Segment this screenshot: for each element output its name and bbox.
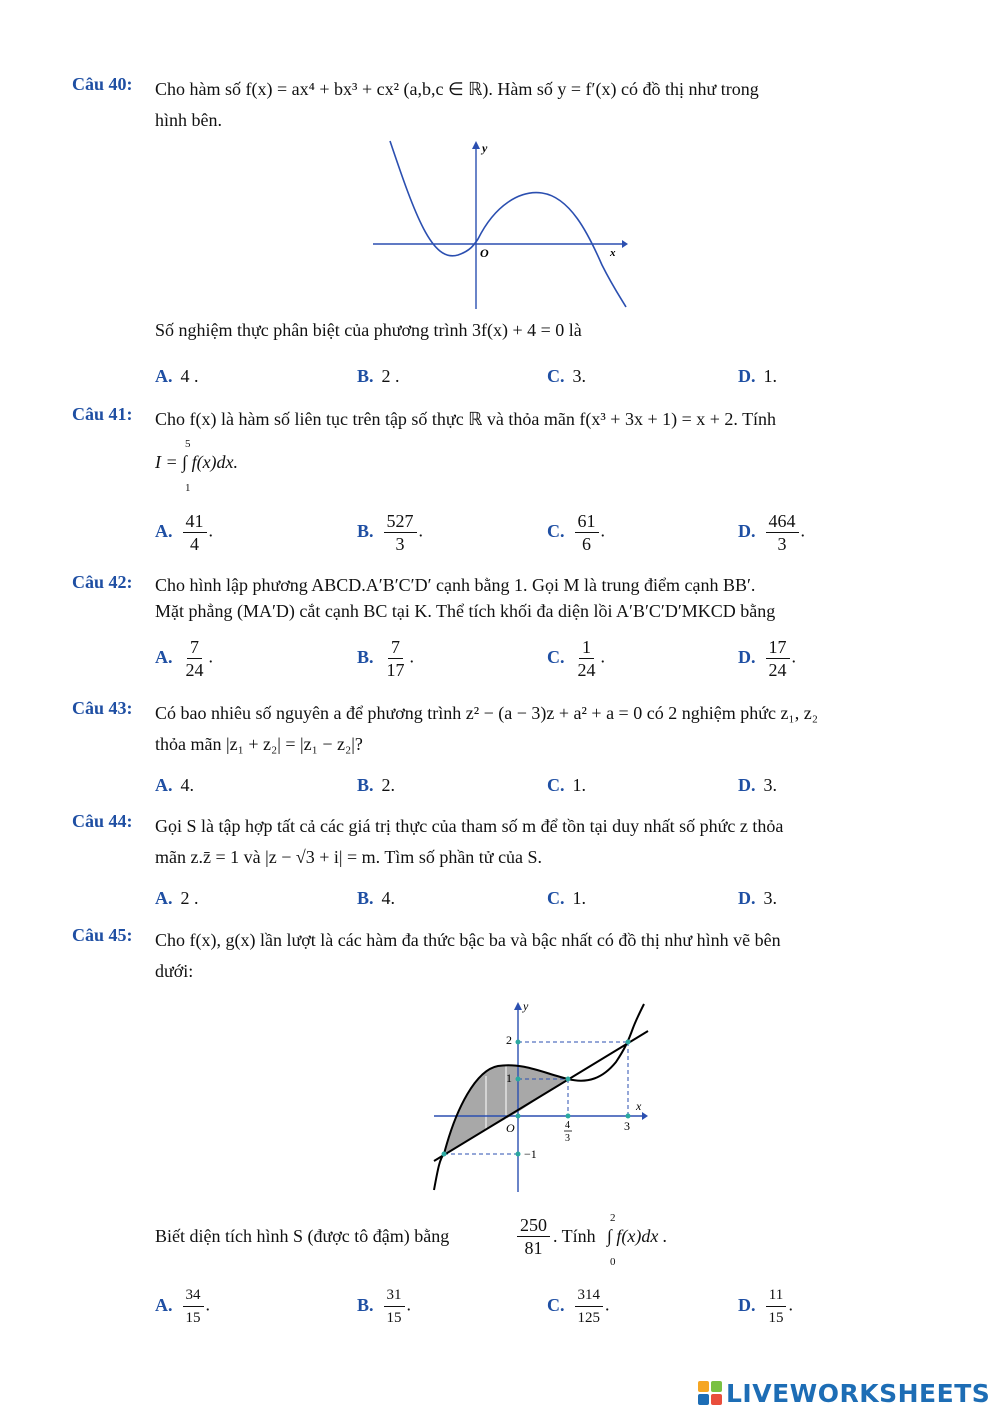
point (516, 1152, 521, 1157)
origin-label: O (506, 1121, 515, 1135)
answer-text: 1. (572, 888, 586, 908)
numerator: 250 (517, 1214, 550, 1237)
integral-expression: I = ∫ f(x)dx. (155, 452, 239, 472)
question-line: dưới: (155, 961, 194, 981)
answer-tail: . (406, 1294, 412, 1315)
answer-text: 4. (381, 888, 396, 908)
answer-letter: B. (357, 775, 374, 795)
answer-b[interactable] (357, 775, 395, 796)
denominator: 15 (185, 1310, 201, 1326)
numerator: 1 (579, 636, 594, 659)
question-line: Cho hàm số f(x) = ax⁴ + bx³ + cx² (a,b,c ∈ ℝ). Hàm số y = f′(x) có đồ thị như trong (155, 79, 759, 99)
integral-expression: ∫ f(x)dx . (607, 1226, 668, 1246)
denominator: 81 (524, 1238, 543, 1258)
question-label: Câu 40: (72, 74, 133, 94)
answer-letter: B. (357, 888, 374, 908)
answer-b[interactable] (357, 366, 400, 387)
area-fraction (517, 1214, 550, 1259)
answer-d[interactable] (738, 1284, 793, 1329)
answer-c[interactable] (547, 1284, 610, 1329)
answer-letter: D. (738, 646, 756, 667)
answer-d[interactable] (738, 366, 777, 387)
answer-letter: C. (547, 646, 565, 667)
answer-b[interactable] (357, 1284, 411, 1329)
answer-tail: . (208, 646, 213, 667)
answer-text: 3. (572, 366, 586, 386)
answer-tail: . (409, 646, 415, 667)
question-prompt-post: . Tính (553, 1226, 596, 1246)
fraction (384, 510, 417, 555)
numerator: 11 (766, 1284, 786, 1307)
liveworksheets-logo[interactable] (698, 1378, 990, 1408)
answer-b[interactable] (357, 636, 414, 681)
integral-upper: 2 (610, 1212, 616, 1224)
question-text (155, 698, 930, 760)
answer-letter: C. (547, 520, 565, 541)
question-prompt: Số nghiệm thực phân biệt của phương trình 3f(x) + 4 = 0 là (155, 320, 582, 340)
answer-a[interactable] (155, 636, 213, 681)
integral-upper: 5 (185, 438, 191, 450)
answer-letter: C. (547, 366, 565, 386)
point (516, 1077, 521, 1082)
answer-text: 2 . (180, 888, 199, 908)
answer-text: 3. (763, 775, 777, 795)
answer-c[interactable] (547, 888, 586, 909)
tick-label-3: 3 (624, 1119, 630, 1133)
function-graph (428, 998, 658, 1193)
question-line: hình bên. (155, 110, 222, 130)
numerator: 61 (575, 510, 599, 533)
answer-d[interactable] (738, 888, 777, 909)
answer-letter: D. (738, 775, 756, 795)
question-45-prompt (155, 1212, 755, 1272)
question-label: Câu 41: (72, 404, 133, 424)
tick-label-2: 2 (506, 1033, 512, 1047)
question-line: Cho f(x), g(x) lần lượt là các hàm đa thức bậc ba và bậc nhất có đồ thị như hình vẽ bên (155, 930, 781, 950)
answer-tail: . (205, 1294, 210, 1315)
point (566, 1114, 571, 1119)
denominator: 24 (768, 660, 787, 680)
question-label: Câu 45: (72, 925, 133, 945)
fraction (384, 636, 408, 681)
integral-41 (155, 438, 295, 498)
fraction (183, 510, 207, 555)
derivative-graph (370, 135, 630, 313)
denominator: 17 (386, 660, 405, 680)
fraction (183, 1284, 204, 1329)
fraction (766, 510, 799, 555)
question-label: Câu 42: (72, 572, 133, 592)
answer-letter: D. (738, 888, 756, 908)
fraction (766, 636, 790, 681)
derivative-curve (390, 141, 626, 307)
point (626, 1040, 631, 1045)
answer-tail: . (800, 520, 805, 541)
integral-lower: 0 (610, 1256, 616, 1268)
point (516, 1040, 521, 1045)
answer-letter: B. (357, 646, 374, 667)
answer-letter: B. (357, 520, 374, 541)
answer-tail: . (208, 520, 213, 541)
answer-tail: . (605, 1294, 610, 1315)
fraction (183, 636, 207, 681)
denominator: 4 (190, 534, 199, 554)
point (626, 1114, 631, 1119)
answer-letter: A. (155, 520, 173, 541)
answer-b[interactable] (357, 888, 395, 909)
logo-square (711, 1394, 722, 1405)
answer-tail: . (418, 520, 424, 541)
answer-tail: . (788, 1294, 793, 1315)
answer-text: 2 . (381, 366, 400, 386)
logo-square (698, 1394, 709, 1405)
question-text (155, 572, 930, 624)
denominator: 15 (768, 1310, 784, 1326)
denominator: 15 (386, 1310, 402, 1326)
answer-letter: D. (738, 1294, 756, 1315)
logo-square (698, 1381, 709, 1392)
x-axis-label: x (636, 1099, 642, 1113)
fraction (575, 510, 599, 555)
answer-c[interactable] (547, 366, 586, 387)
x-arrow (622, 240, 628, 248)
numerator: 41 (183, 510, 207, 533)
question-line: mãn z.z̄ = 1 và |z − √3 + i| = m. Tìm số phần tử của S. (155, 847, 543, 867)
answer-letter: C. (547, 775, 565, 795)
point (566, 1077, 571, 1082)
question-line: thỏa mãn |z₁ + z₂| = |z₁ − z₂|? (155, 734, 363, 754)
fraction (384, 1284, 405, 1329)
answer-letter: A. (155, 366, 173, 386)
answer-a[interactable] (155, 510, 213, 555)
y-arrow (472, 141, 480, 149)
question-line: Cho f(x) là hàm số liên tục trên tập số thực ℝ và thỏa mãn f(x³ + 3x + 1) = x + 2. Tính (155, 409, 777, 429)
answer-letter: A. (155, 646, 173, 667)
question-prompt-pre: Biết diện tích hình S (được tô đậm) bằng (155, 1226, 450, 1246)
answer-a[interactable] (155, 888, 199, 909)
answer-text: 3. (763, 888, 777, 908)
answer-letter: D. (738, 520, 756, 541)
numerator: 314 (575, 1284, 604, 1307)
numerator: 7 (187, 636, 202, 659)
denominator: 3 (395, 534, 405, 554)
answer-text: 1. (572, 775, 586, 795)
answer-letter: A. (155, 888, 173, 908)
logo-text: LIVEWORKSHEETS (726, 1378, 991, 1408)
answer-letter: A. (155, 775, 173, 795)
y-axis-label: y (482, 141, 488, 155)
question-text (155, 925, 930, 987)
answer-d[interactable] (738, 775, 777, 796)
tick-label-minus-1: −1 (524, 1147, 537, 1161)
answer-letter: C. (547, 888, 565, 908)
denominator: 24 (577, 660, 596, 680)
integral-lower: 1 (185, 482, 191, 494)
y-axis-label: y (523, 999, 529, 1013)
tick-label-4-3-num: 4 (565, 1120, 570, 1131)
x-arrow (642, 1112, 648, 1120)
answer-text: 2. (381, 775, 396, 795)
answer-a[interactable] (155, 1284, 210, 1329)
numerator: 7 (388, 636, 403, 659)
denominator: 6 (582, 534, 591, 554)
question-line: Cho hình lập phương ABCD.A′B′C′D′ cạnh bằng 1. Gọi M là trung điểm cạnh BB′. (155, 575, 756, 595)
answer-a[interactable] (155, 366, 199, 387)
question-line: Mặt phẳng (MA′D) cắt cạnh BC tại K. Thể tích khối đa diện lồi A′B′C′D′MKCD bằng (155, 601, 776, 621)
question-text (155, 74, 930, 136)
numerator: 17 (766, 636, 790, 659)
question-text (155, 811, 930, 873)
answer-letter: A. (155, 1294, 173, 1315)
answer-tail: . (600, 520, 605, 541)
question-label: Câu 44: (72, 811, 133, 831)
origin-label: O (480, 246, 489, 260)
answer-letter: B. (357, 1294, 374, 1315)
answer-tail: . (791, 646, 796, 667)
tick-label-1: 1 (506, 1071, 512, 1085)
question-line: Gọi S là tập hợp tất cả các giá trị thực của tham số m để tồn tại duy nhất số phức z thỏa (155, 816, 784, 836)
fraction (575, 1284, 604, 1329)
answer-letter: C. (547, 1294, 565, 1315)
x-axis-label: x (610, 247, 616, 259)
answer-c[interactable] (547, 510, 605, 555)
answer-text: 1. (763, 366, 777, 386)
numerator: 464 (766, 510, 799, 533)
point (442, 1152, 447, 1157)
answer-d[interactable] (738, 510, 805, 555)
denominator: 24 (185, 660, 204, 680)
fraction (766, 1284, 787, 1329)
denominator: 3 (777, 534, 787, 554)
answer-text: 4. (180, 775, 194, 795)
question-line: Có bao nhiêu số nguyên a để phương trình z² − (a − 3)z + a² + a = 0 có 2 nghiệm phức z₁, z₂ (155, 703, 818, 723)
y-arrow (514, 1002, 522, 1010)
point (516, 1114, 521, 1119)
numerator: 34 (183, 1284, 204, 1307)
answer-d[interactable] (738, 636, 796, 681)
question-label: Câu 43: (72, 698, 133, 718)
question-text (155, 404, 930, 435)
answer-a[interactable] (155, 775, 194, 796)
numerator: 31 (384, 1284, 405, 1307)
answer-b[interactable] (357, 510, 423, 555)
answer-text: 4 . (180, 366, 199, 386)
numerator: 527 (384, 510, 417, 533)
answer-c[interactable] (547, 775, 586, 796)
answer-letter: D. (738, 366, 756, 386)
answer-c[interactable] (547, 636, 605, 681)
logo-icon (698, 1381, 722, 1405)
denominator: 125 (577, 1310, 600, 1326)
answer-tail: . (600, 646, 605, 667)
fraction (575, 636, 599, 681)
answer-letter: B. (357, 366, 374, 386)
tick-label-4-3-den: 3 (565, 1133, 570, 1144)
logo-square (711, 1381, 722, 1392)
